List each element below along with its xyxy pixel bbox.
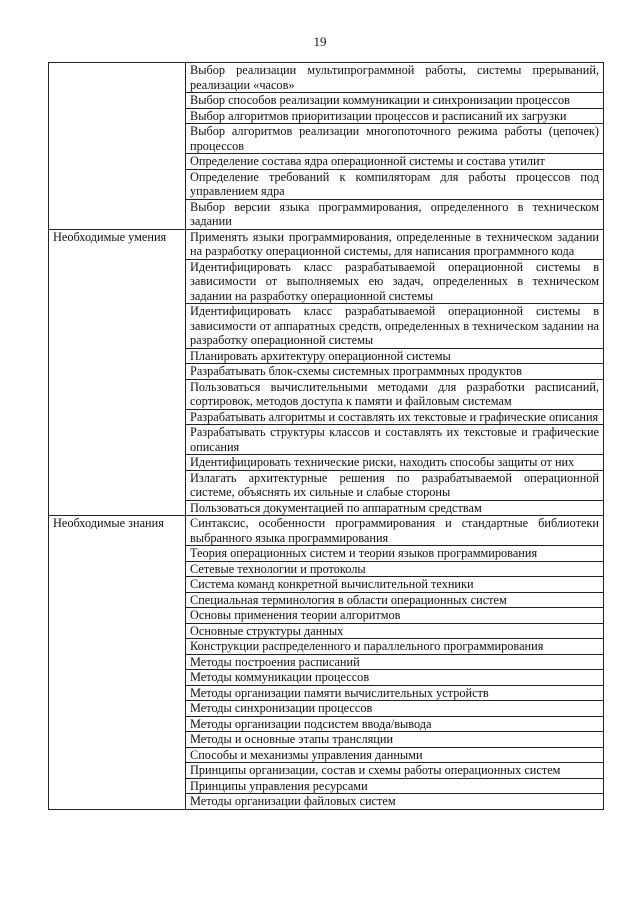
table-cell: Основные структуры данных — [186, 623, 604, 639]
section-label — [49, 63, 186, 230]
table-cell: Методы организации файловых систем — [186, 794, 604, 810]
table-cell: Система команд конкретной вычислительной техники — [186, 577, 604, 593]
table-cell: Выбор способов реализации коммуникации и синхронизации процессов — [186, 93, 604, 109]
table-cell: Принципы управления ресурсами — [186, 778, 604, 794]
table-cell: Методы коммуникации процессов — [186, 670, 604, 686]
table-cell: Основы применения теории алгоритмов — [186, 608, 604, 624]
table-cell: Излагать архитектурные решения по разрабатываемой операционной системе, объяснять их сильные и слабые стороны — [186, 470, 604, 500]
table-cell: Определение состава ядра операционной системы и состава утилит — [186, 154, 604, 170]
table-cell: Определение требований к компиляторам для работы процессов под управлением ядра — [186, 169, 604, 199]
table-cell: Конструкции распределенного и параллельного программирования — [186, 639, 604, 655]
table-row — [49, 516, 604, 546]
table-cell: Выбор версии языка программирования, определенного в техническом задании — [186, 199, 604, 229]
table-cell: Идентифицировать класс разрабатываемой операционной системы в зависимости от выполняемых ею задач, определенных в техническом задании на разработку операционной системы — [186, 259, 604, 304]
table-cell: Разрабатывать блок-схемы системных программных продуктов — [186, 364, 604, 380]
table-cell: Специальная терминология в области операционных систем — [186, 592, 604, 608]
table-cell: Сетевые технологии и протоколы — [186, 561, 604, 577]
table-cell: Теория операционных систем и теории языков программирования — [186, 546, 604, 562]
table-cell: Методы синхронизации процессов — [186, 701, 604, 717]
table-cell: Методы построения расписаний — [186, 654, 604, 670]
table-cell: Пользоваться вычислительными методами для разработки расписаний, сортировок, методов доступа к памяти и файловым системам — [186, 379, 604, 409]
table-row — [49, 63, 604, 93]
table-cell: Способы и механизмы управления данными — [186, 747, 604, 763]
table-cell: Методы организации подсистем ввода/вывода — [186, 716, 604, 732]
table-cell: Выбор алгоритмов приоритизации процессов и расписаний их загрузки — [186, 108, 604, 124]
section-label: Необходимые умения — [49, 229, 186, 516]
table-cell: Разрабатывать структуры классов и составлять их текстовые и графические описания — [186, 425, 604, 455]
table-cell: Пользоваться документацией по аппаратным средствам — [186, 500, 604, 516]
table-row — [49, 229, 604, 259]
table-cell: Методы и основные этапы трансляции — [186, 732, 604, 748]
table-cell: Методы организации памяти вычислительных устройств — [186, 685, 604, 701]
page-number: 19 — [313, 34, 327, 49]
requirements-table-body — [49, 63, 604, 810]
table-cell: Выбор алгоритмов реализации многопоточного режима работы (цепочек) процессов — [186, 124, 604, 154]
table-cell: Разрабатывать алгоритмы и составлять их текстовые и графические описания — [186, 409, 604, 425]
section-label: Необходимые знания — [49, 516, 186, 810]
table-cell: Применять языки программирования, определенные в техническом задании на разработку операционной системы, для написания программного кода — [186, 229, 604, 259]
table-cell: Идентифицировать класс разрабатываемой операционной системы в зависимости от аппаратных средств, определенных в техническом задании на разработку операционной системы — [186, 304, 604, 349]
table-cell: Идентифицировать технические риски, находить способы защиты от них — [186, 455, 604, 471]
table-cell: Планировать архитектуру операционной системы — [186, 348, 604, 364]
table-cell: Синтаксис, особенности программирования и стандартные библиотеки выбранного языка программирования — [186, 516, 604, 546]
table-cell: Принципы организации, состав и схемы работы операционных систем — [186, 763, 604, 779]
table-cell: Выбор реализации мультипрограммной работы, системы прерываний, реализации «часов» — [186, 63, 604, 93]
requirements-table — [48, 62, 604, 810]
